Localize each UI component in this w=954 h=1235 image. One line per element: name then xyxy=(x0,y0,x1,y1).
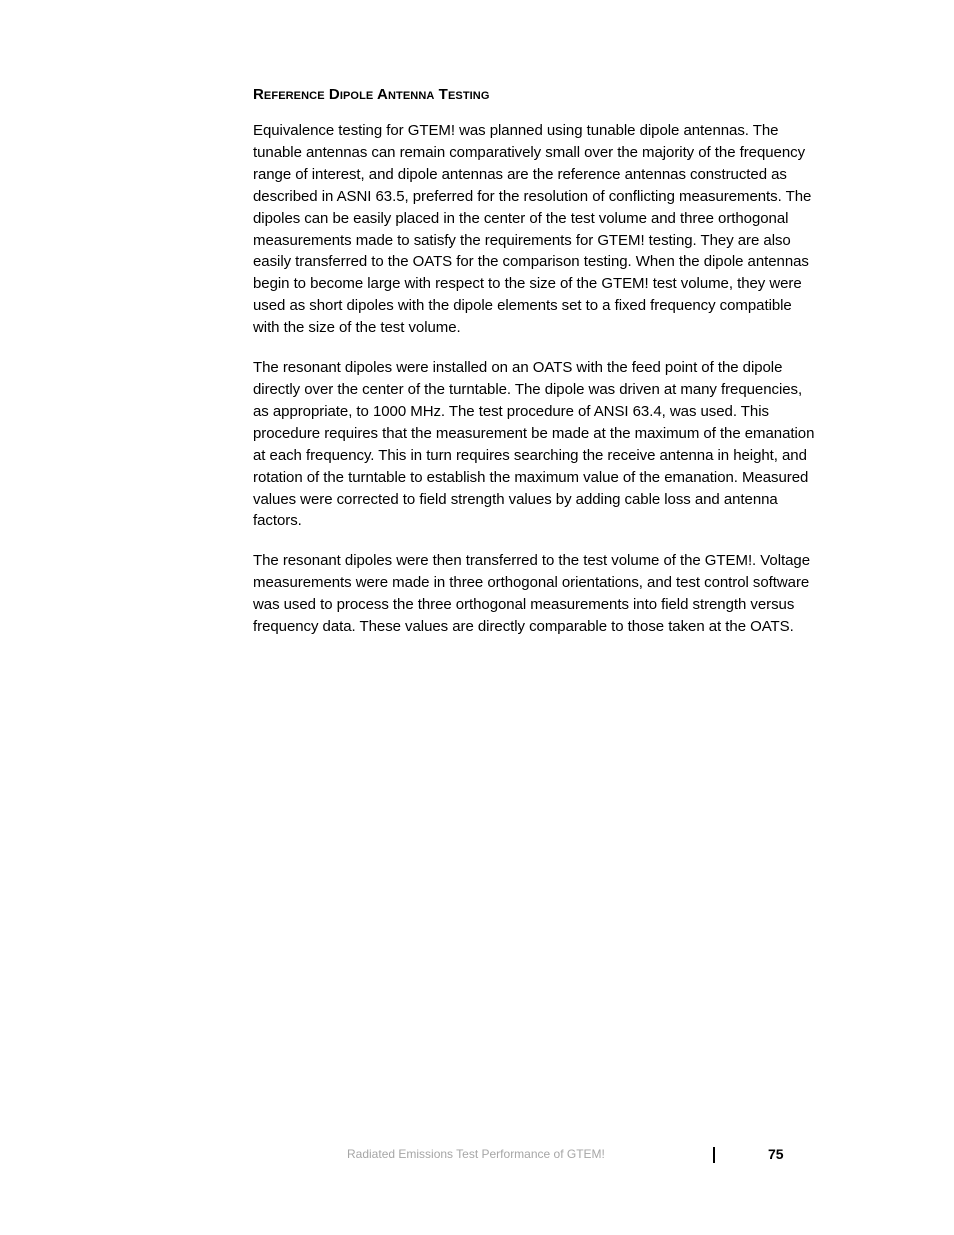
footer-page-number: 75 xyxy=(768,1146,784,1162)
page-content xyxy=(253,84,821,656)
section-heading: Reference Dipole Antenna Testing xyxy=(253,86,490,103)
footer-divider xyxy=(713,1147,715,1163)
paragraph-gtem-transfer: The resonant dipoles were then transferred to the test volume of the GTEM!. Voltage measurements were made in three orthogonal orientations, and test control software was used to process the three orthogonal measurements into field strength versus frequency data. These values are directly comparable to those taken at the OATS. xyxy=(253,552,810,636)
paragraph-equivalence-testing: Equivalence testing for GTEM! was planned using tunable dipole antennas. The tunable antennas can remain comparatively small over the majority of the frequency range of interest, and dipole antennas are the reference antennas constructed as described in ASNI 63.5, preferred for the resolution of conflicting measurements. The dipoles can be easily placed in the center of the test volume and three orthogonal measurements made to satisfy the requirements for GTEM! testing. They are also easily transferred to the OATS for the comparison testing. When the dipole antennas begin to become large with respect to the size of the GTEM! test volume, they were used as short dipoles with the dipole elements set to a fixed frequency compatible with the size of the test volume. xyxy=(253,122,812,337)
footer-document-title: Radiated Emissions Test Performance of GTEM! xyxy=(347,1147,605,1161)
paragraph-oats-installation: The resonant dipoles were installed on an OATS with the feed point of the dipole directly over the center of the turntable. The dipole was driven at many frequencies, as appropriate, to 1000 MHz. The test procedure of ANSI 63.4, was used. This procedure requires that the measurement be made at the maximum of the emanation at each frequency. This in turn requires searching the receive antenna in height, and rotation of the turntable to establish the maximum value of the emanation. Measured values were corrected to field strength values by adding cable loss and antenna factors. xyxy=(253,359,815,530)
page-footer xyxy=(0,1143,954,1167)
